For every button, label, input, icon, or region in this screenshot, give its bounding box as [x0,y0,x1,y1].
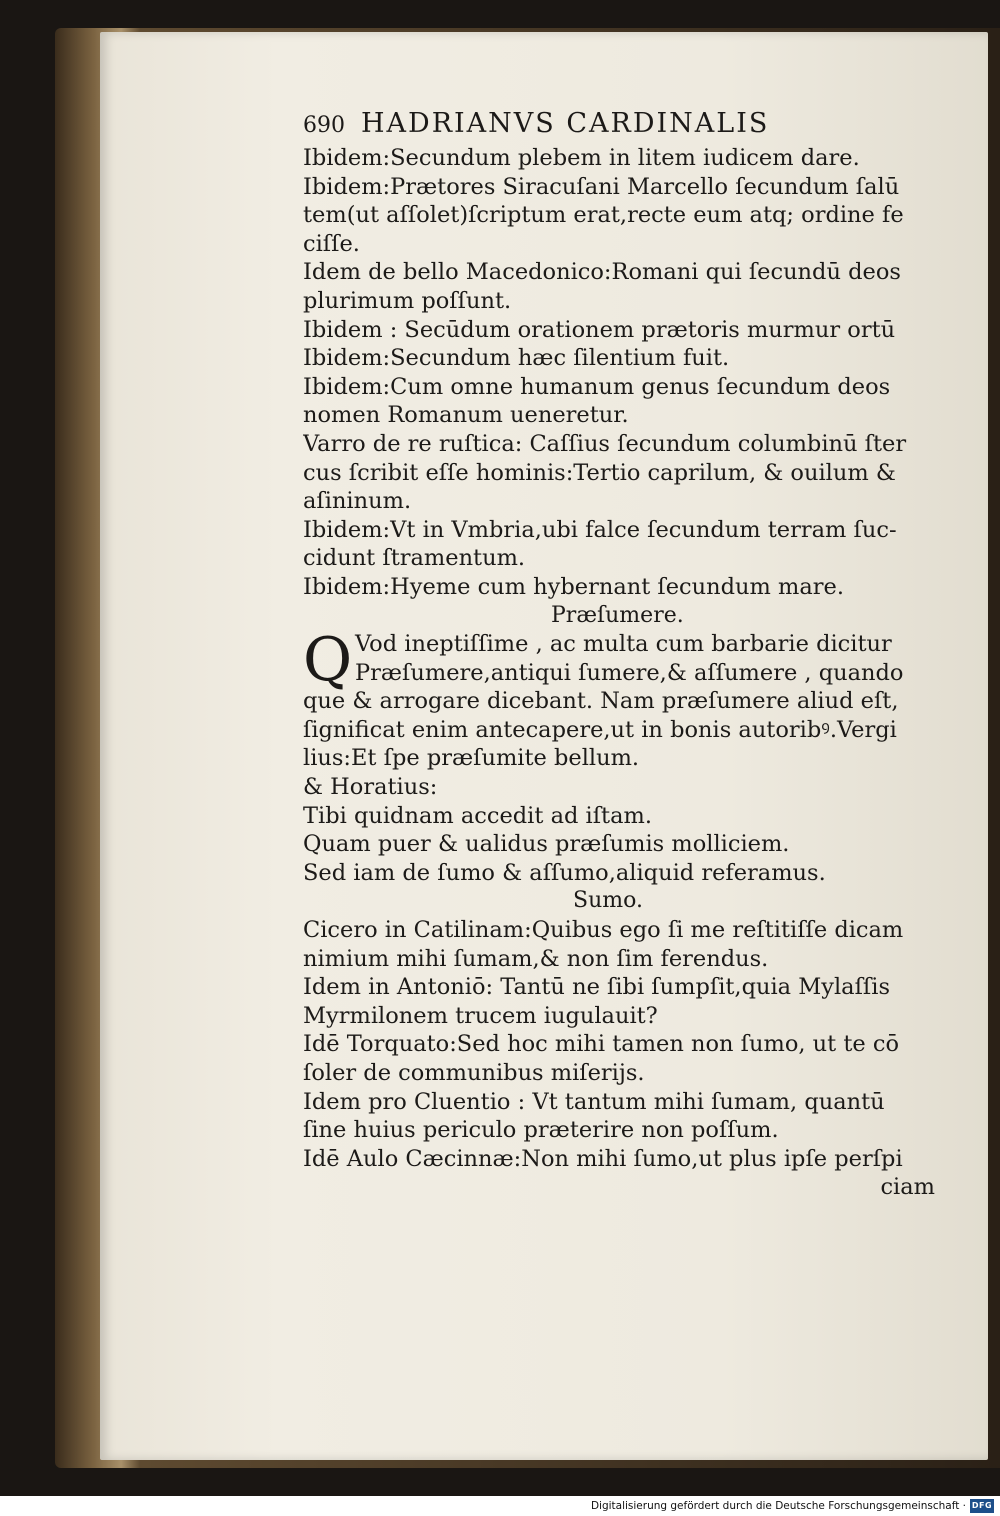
text-line: Idem in Antoniō: Tantū ne ſibi ſumpſit,quia Mylaſſis [303,974,890,1001]
running-head [303,108,943,142]
drop-cap: Q [303,625,353,696]
text-line: ſine huius periculo præterire non poſſum. [303,1117,779,1144]
text-line: ſoler de communibus miſerijs. [303,1060,645,1086]
text-line: que & arrogare dicebant. Nam præſumere aliud eſt, [303,688,899,715]
footer-bar [0,1496,1000,1516]
text-line: Sed iam de ſumo & aſſumo,aliquid referamus. [303,859,826,886]
text-line: Vod ineptiſſime , ac multa cum barbarie dicitur [355,631,892,658]
paragraph-sumo [303,916,943,1173]
text-line: Idē Torquato:Sed hoc mihi tamen non ſumo, ut te cō [303,1031,900,1058]
text-line: Myrmilonem trucem iugulauit? [303,1002,658,1029]
running-title: HADRIANVS CARDINALIS [361,108,770,139]
text-line: Tibi quidnam accedit ad iſtam. [303,802,653,829]
text-line: plurimum poſſunt. [303,287,512,314]
dfg-logo-icon: DFG [970,1499,994,1513]
text-line: ſignificat enim antecapere,ut in bonis autoribꝰ.Vergi [303,716,897,743]
catchword: ciam [880,1174,935,1201]
text-block [303,108,943,1202]
paragraph-presumere [303,625,943,887]
text-line: Ibidem : Secūdum orationem prætoris murmur ortū [303,316,896,343]
text-line: Idem pro Cluentio : Vt tantum mihi ſumam, quantū [303,1088,885,1115]
text-line: tem(ut aſſolet)ſcriptum erat,recte eum atq; ordine fe [303,202,904,229]
text-line: aſininum. [303,488,412,515]
text-line: cus ſcribit eſſe hominis:Tertio caprilum, & ouilum & [303,459,896,486]
text-line: Ibidem:Secundum hæc ſilentium fuit. [303,345,730,372]
text-line: & Horatius: [303,774,438,801]
section-heading-sumo: Sumo. [573,888,643,914]
paragraph-secundum [303,144,943,602]
text-line: Idē Aulo Cæcinnæ:Non mihi ſumo,ut plus ipſe perſpi [303,1145,903,1172]
text-line: Ibidem:Hyeme cum hybernant ſecundum mare. [303,573,844,600]
text-line: ciſſe. [303,230,360,257]
footer-credit: Digitalisierung gefördert durch die Deutsche Forschungsgemeinschaft · [590,1500,966,1512]
text-line: Ibidem:Secundum plebem in litem iudicem dare. [303,145,860,171]
text-line: cidunt ſtramentum. [303,545,526,572]
section-heading-presumere: Præſumere. [551,602,684,628]
text-line: Præſumere,antiqui ſumere,& aſſumere , quando [355,659,904,686]
text-line: Ibidem:Vt in Vmbria,ubi falce ſecundum terram ſuc- [303,516,897,543]
text-line: Cicero in Catilinam:Quibus ego ſi me reſtitiſſe dicam [303,917,904,944]
page-number: 690 [303,113,345,138]
text-line: Quam puer & ualidus præſumis molliciem. [303,831,790,858]
text-line: Idem de bello Macedonico:Romani qui ſecundū deos [303,259,901,286]
text-line: nomen Romanum ueneretur. [303,402,629,429]
text-line: Ibidem:Cum omne humanum genus ſecundum deos [303,373,891,400]
text-line: Varro de re ruſtica: Caſſius ſecundum columbinū ſter [303,430,907,457]
text-line: Ibidem:Prætores Siracuſani Marcello ſecundum ſalū [303,173,900,200]
text-line: nimium mihi ſumam,& non ſim ferendus. [303,945,769,972]
text-line: lius:Et ſpe præſumite bellum. [303,745,640,772]
